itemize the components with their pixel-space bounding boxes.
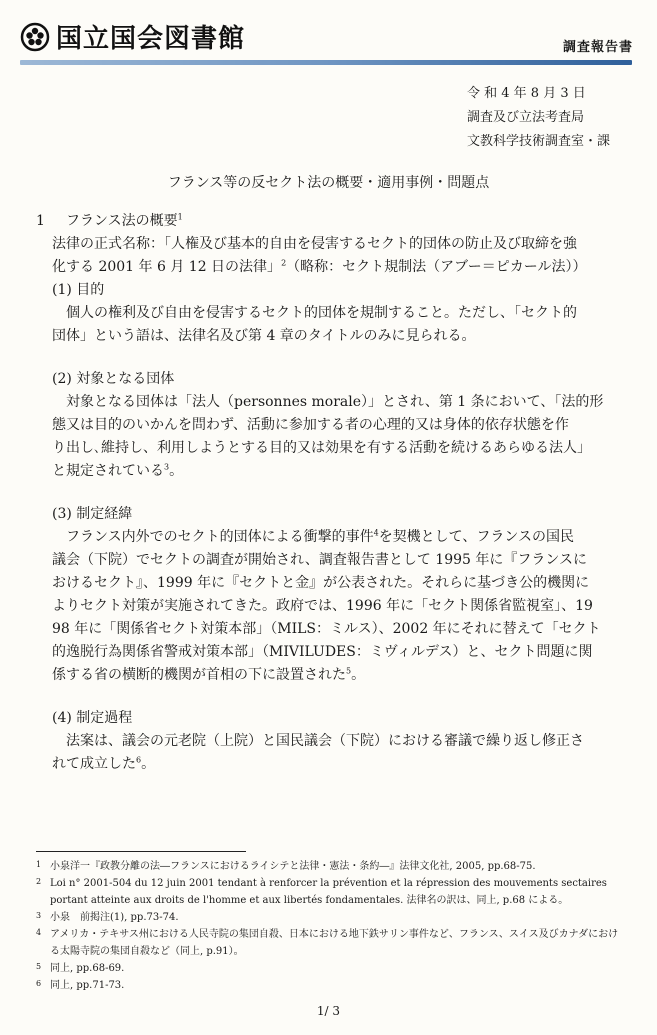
footnote-number: 2 (36, 877, 42, 886)
footnote (36, 875, 626, 909)
paragraph-line: 法案は、議会の元老院（上院）と国民議会（下院）における審議で繰り返し修正さ (66, 733, 584, 749)
section-heading (36, 210, 617, 233)
section-title: フランス法の概要 (66, 213, 178, 229)
footnote-text: Loi n° 2001-504 du 12 juin 2001 tendant à renforcer la prévention et la répression des mouvements sectaires portant atteinte aux droits de l'homme et aux libertés fondamentales. 法律名の訳は、同上, p.68 による。 (50, 878, 607, 906)
law-abbrev: （略称：セクト規制法（アブー＝ピカール法）） (286, 259, 587, 275)
subsection-heading: (3) 制定経緯 (52, 506, 133, 522)
footnote-number: 3 (36, 911, 42, 920)
footnote (36, 858, 626, 875)
paragraph-line: 的逸脱行為関係省警戒対策本部」（MIVILUDES：ミヴィルデス）と、セクト問題に関 (52, 644, 593, 660)
library-logo (20, 18, 245, 55)
header (20, 14, 637, 66)
paragraph-text: 。 (141, 756, 156, 772)
paragraph-line: 議会（下院）でセクトの調査が開始され、調査報告書として 1995 年に『フランスに (52, 552, 587, 568)
subsection-heading: (4) 制定過程 (52, 710, 133, 726)
footnote (36, 909, 626, 926)
paragraph-line (52, 753, 617, 776)
header-rule (20, 60, 632, 65)
paragraph-line: 態又は目的のいかんを問わず、活動に参加する者の心理的又は身体的依存状態を作 (52, 417, 569, 433)
footnote-ref[interactable]: 3 (164, 462, 170, 472)
division: 文教科学技術調査室・課 (467, 134, 611, 149)
footnote-text: 同上, pp.71-73. (50, 980, 125, 991)
paragraph-line (52, 664, 617, 687)
footnote-ref[interactable]: 6 (136, 755, 142, 765)
paragraph-text: を契機として、フランスの国民 (378, 529, 574, 545)
paragraph-text: フランス内外でのセクト的団体による衝撃的事件 (66, 529, 374, 545)
paragraph-line (52, 526, 617, 549)
footnote (36, 977, 626, 994)
footnote-text: 小泉洋一『政教分離の法―フランスにおけるライシテと法律・憲法・条約―』法律文化社, 2005, pp.68-75. (50, 861, 536, 872)
footnote-ref[interactable]: 2 (281, 258, 287, 268)
footnote (36, 960, 626, 977)
paragraph-text: れて成立した (52, 756, 136, 772)
document-title: フランス等の反セクト法の概要・適用事例・問題点 (167, 175, 490, 191)
footnote-ref[interactable]: 4 (373, 528, 379, 538)
paragraph-line: 個人の権利及び自由を侵害するセクト的団体を規制すること。ただし、「セクト的 (66, 305, 577, 321)
paragraph-text: 係する省の横断的機関が首相の下に設置された (52, 667, 346, 683)
paragraph-line: 団体」という語は、法律名及び第 4 章のタイトルのみに見られる。 (52, 328, 476, 344)
footnote-number: 1 (36, 860, 42, 869)
document-body (36, 210, 617, 776)
paragraph-line (52, 460, 617, 483)
report-type-label: 調査報告書 (562, 40, 633, 55)
ndl-emblem-icon (20, 22, 50, 52)
footnote-ref[interactable]: 1 (177, 212, 183, 222)
section-number: 1 (36, 213, 45, 229)
paragraph-text: 。 (169, 463, 184, 479)
footnote (36, 926, 626, 960)
law-name-text: 化する 2001 年 6 月 12 日の法律」 (52, 259, 282, 275)
footnote-text: 小泉 前掲注(1), pp.73-74. (50, 912, 179, 923)
footnote-number: 4 (36, 928, 42, 937)
logo-text: 国立国会図書館 (56, 24, 246, 54)
paragraph-line: おけるセクト』、1999 年に『セクトと金』が公表された。それらに基づき公的機関に (52, 575, 590, 591)
date-block (467, 82, 617, 154)
paragraph-text: と規定されている (52, 463, 164, 479)
subsection-heading: (1) 目的 (52, 282, 105, 298)
paragraph-line: よりセクト対策が実施されてきた。政府では、1996 年に「セクト関係省監視室」、19 (52, 598, 593, 614)
law-name-line (52, 256, 617, 279)
footnote-number: 6 (36, 979, 42, 988)
law-name-line: 法律の正式名称：「人権及び基本的自由を侵害するセクト的団体の防止及び取締を強 (52, 236, 577, 252)
paragraph-text: 。 (351, 667, 366, 683)
footnote-ref[interactable]: 5 (346, 666, 352, 676)
footnote-text: アメリカ・テキサス州における人民寺院の集団自殺、日本における地下鉄サリン事件など、フランス、スイス及びカナダにおける太陽寺院の集団自殺など（同上, p.91）。 (50, 929, 619, 957)
subsection-heading: (2) 対象となる団体 (52, 371, 175, 387)
department: 調査及び立法考査局 (467, 110, 585, 125)
paragraph-line: 98 年に「関係省セクト対策本部」（MILS：ミルス）、2002 年にそれに替えて「セクト (52, 621, 601, 637)
report-date: 令 和 4 年 8 月 3 日 (467, 86, 586, 101)
footnote-text: 同上, pp.68-69. (50, 963, 125, 974)
footnotes (36, 858, 626, 994)
paragraph-line: 対象となる団体は「法人（personnes morale）」とされ、第 1 条において、「法的形 (66, 394, 604, 410)
paragraph-line: り出し､維持し、利用しようとする目的又は効果を有する活動を続けるあらゆる法人」 (52, 440, 591, 456)
page-number: 1/ 3 (316, 1004, 341, 1018)
footnote-number: 5 (36, 962, 42, 971)
footnote-divider (36, 851, 246, 852)
